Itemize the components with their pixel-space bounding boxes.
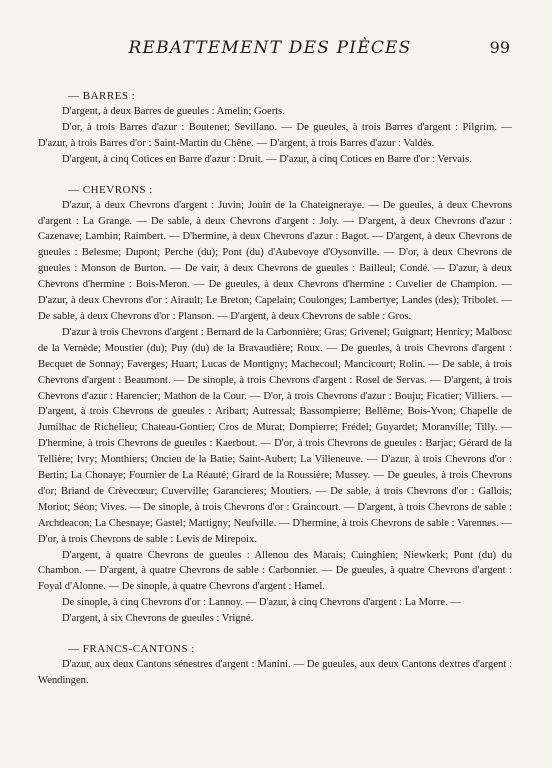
page-number: 99 [489,38,510,57]
section-heading-francs-cantons: — FRANCS-CANTONS : [68,643,195,656]
section-heading-barres: — BARRES : [68,90,136,102]
page-body [38,88,512,689]
section-chevrons [38,182,512,627]
page-header [0,38,552,64]
paragraph: D'argent, à quatre Chevrons de gueules : Allenou des Marais; Cuinghien; Niewkerk; Pont (du) du Chambon. — D'argent, à quatre Chevrons de sable : Carbonnier. — De gueules, à quatre Chevrons d'argent : Foyal d'Alonne. — De sinople, à quatre Chevrons d'argent : Hamel. [38,549,512,593]
running-title: REBATTEMENT DES PIÈCES [128,38,412,58]
paragraph: D'azur à trois Chevrons d'argent : Bernard de la Carbonnière; Gras; Grivenel; Guignart; Henricy; Malbosc de la Vernède; Moustier (du); Puy (du) de la Bravaudière; Roux. — De gueules, à trois Chevrons d'argent : Becquet de Sonnay; Faverges; Huart; Lucas de Montigny; Machecoul; Mancicourt; Rolin. — De sable, à trois Chevrons d'argent : Beaumont. — De sinople, à trois Chevrons d'argent : Rosel de Servas. — D'argent, à trois Chevrons d'azur : Harencier; Mathon de la Cour. — D'or, à trois Chevrons d'azur : Bouju; Ficatier; Villiers. — D'argent, à trois Chevrons de gueules : Aribart; Autressal; Bassompierre; Bellême; Bois-Yvon; Chapelle de Jumilhac de Richelieu; Chateau-Gontier; Cros de Murat; Dompierre; Frédel; Guyardet; Moranville; Tilly. — D'hermine, à trois Chevrons de gueules : Kaerbout. — D'or, à trois Chevrons de gueules : Barjac; Gérard de la Tellière; Ivry; Monthiers; Oncieu de la Batie; Saint-Aubert; La Villeneuve. — D'azur, à trois Chevrons d'or : Bertin; La Chonaye; Fournier de La Réauté; Girard de la Roussière; Mussey. — De gueules, à trois Chevrons d'or; Briand de Crèvecœur; Cuverville; Garancieres; Moutiers. — De sable, à trois Chevrons d'or : Gallois; Moriot; Séon; Vives. — De sinople, à trois Chevrons d'or : Graincourt. — D'argent, à trois Chevrons de sable : Archdeacon; La Chesnaye; Gastel; Martigny; Neufville. — D'hermine, à trois Chevrons de sable : Varennes. — D'or, à trois Chevrons de sable : Levis de Mirepoix. [38,326,512,545]
paragraph: D'argent, à six Chevrons de gueules : Vrigné. [62,613,254,625]
paragraph: D'azur, à deux Chevrons d'argent : Juvin; Jouin de la Chateigneraye. — De gueules, à deux Chevrons d'argent : La Grange. — De sable, à deux Chevrons d'argent : Joly. — D'argent, à deux Chevrons d'azur : Cazenave; Lambin; Raimbert. — D'hermine, à deux Chevrons d'azur : Bagot. — D'argent, à deux Chevrons de gueules : Belesme; Dupont; Perche (du); Pont (du) d'Aubevoye d'Oysonville. — D'or, à deux Chevrons de gueules : Monson de Burton. — De vair, à deux Chevrons de gueules : Bailleul; Condé. — D'azur, à deux Chevrons d'hermine : Bois-Meron. — De gueules, à deux Chevrons d'hermine : Cuvelier de Champion. — D'azur, à deux Chevrons d'or : Airault; Le Breton; Capelain; Coulonges; Lambertye; Landes (des); Tribolet. — De sable, à deux Chevrons d'or : Planson. — D'argent, à deux Chevrons de sable : Gros. [38,199,512,322]
paragraph: D'azur, aux deux Cantons sénestres d'argent : Manini. — De gueules, aux deux Cantons dextres d'argent : Wendingen. [38,659,512,686]
paragraph: De sinople, à cinq Chevrons d'or : Lannoy. — D'azur, à cinq Chevrons d'argent : La Morre. — [62,597,461,609]
section-barres [38,88,512,168]
paragraph: D'argent, à cinq Cotices en Barre d'azur : Druit. — D'azur, à cinq Cotices en Barre d'or : Vervais. [62,153,472,165]
paragraph: D'or, à trois Barres d'azur : Boutenet; Sevillano. — De gueules, à trois Barres d'argent : Pilgrim. — D'azur, à trois Barres d'or : Saint-Martin du Chêne. — D'argent, à trois Barres d'azur : Valdès. [38,121,512,149]
paragraph: D'argent, à deux Barres de gueules : Amelin; Goerts. [62,106,285,117]
section-heading-chevrons: — CHEVRONS : [68,183,153,196]
section-francs-cantons [38,641,512,689]
